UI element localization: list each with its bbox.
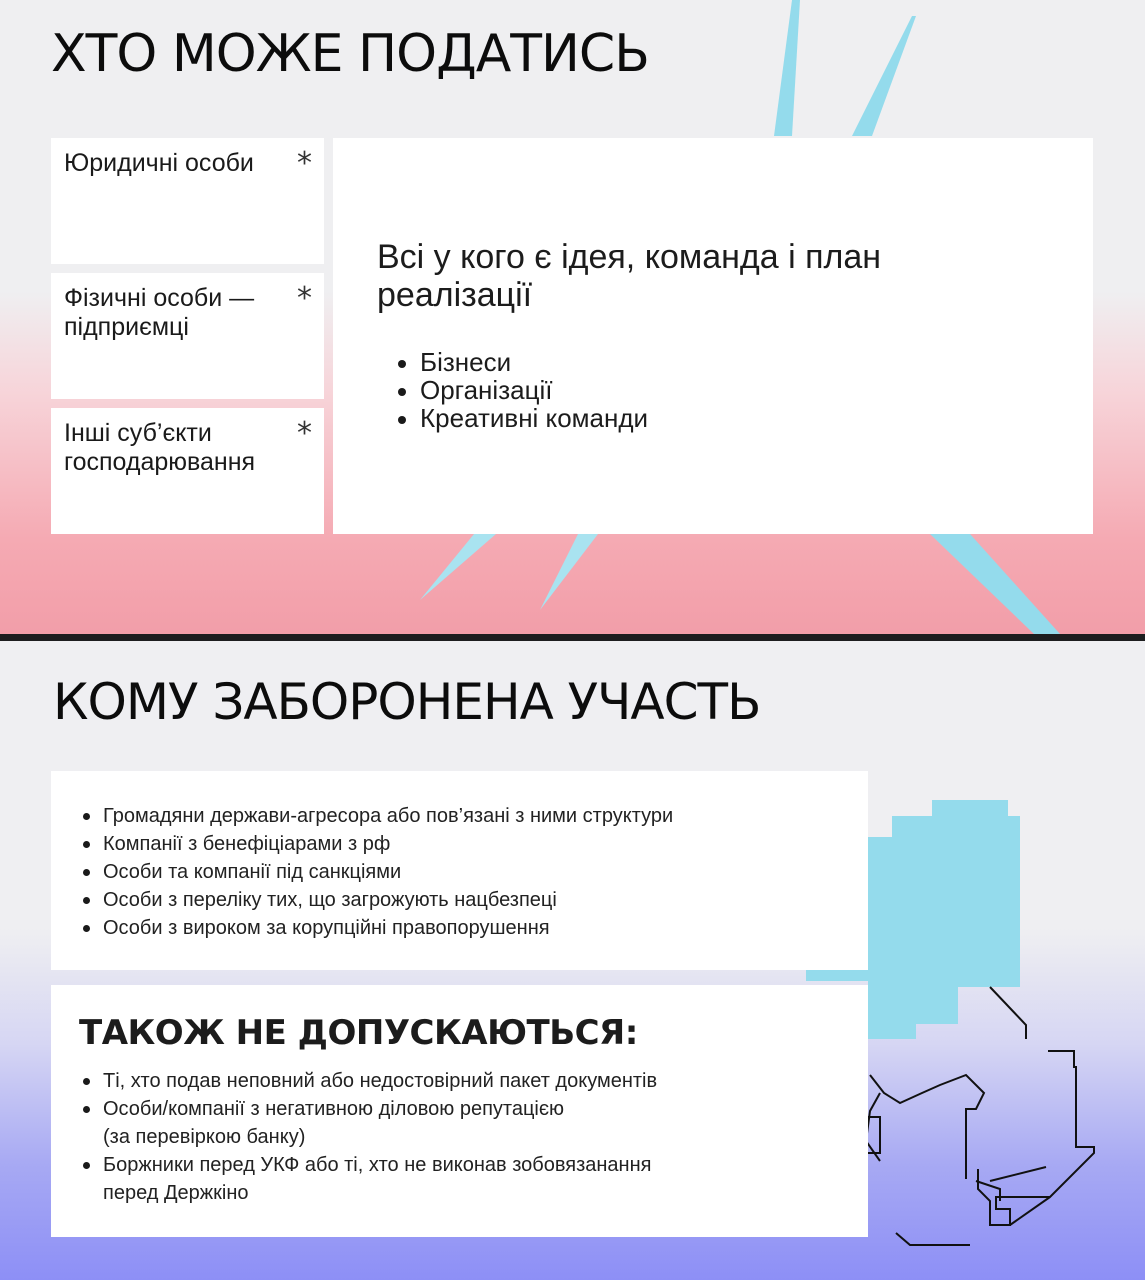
list-item-line: Ті, хто подав неповний або недостовірний пакет документів xyxy=(103,1070,658,1092)
page-title: ХТО МОЖЕ ПОДАТИСЬ xyxy=(51,24,649,84)
page-title: КОМУ ЗАБОРОНЕНА УЧАСТЬ xyxy=(53,673,761,731)
banned-list xyxy=(103,802,848,942)
list-item xyxy=(103,1151,848,1207)
list-item xyxy=(103,1067,848,1095)
list-item: Особи з вироком за корупційні правопорушення xyxy=(103,914,848,942)
card-main-eligibility xyxy=(333,138,1093,534)
slide-who-is-banned xyxy=(0,641,1145,1280)
asterisk-icon: * xyxy=(297,416,312,451)
list-item-line: перед Держкіно xyxy=(103,1182,249,1204)
eligibility-list xyxy=(377,348,1053,432)
card-individual-entrepreneurs xyxy=(51,273,324,399)
card-banned-participants xyxy=(51,771,868,970)
not-admitted-list xyxy=(79,1067,848,1207)
list-item: Креативні команди xyxy=(420,404,1053,432)
list-item: Громадяни держави-агресора або пов’язані з ними структури xyxy=(103,802,848,830)
card-label: Фізичні особи — підприємці xyxy=(64,284,255,341)
asterisk-icon: * xyxy=(297,281,312,316)
list-item xyxy=(103,1095,848,1151)
card-label: Інші суб’єкти господарювання xyxy=(64,419,256,476)
list-item-line: Особи/компанії з негативною діловою репутацією xyxy=(103,1098,565,1120)
list-item: Компанії з бенефіціарами з рф xyxy=(103,830,848,858)
slide-who-can-apply xyxy=(0,0,1145,634)
list-item: Бізнеси xyxy=(420,348,1053,376)
list-item: Особи та компанії під санкціями xyxy=(103,858,848,886)
card-label: Юридичні особи xyxy=(64,149,254,177)
asterisk-icon: * xyxy=(297,146,312,181)
section-heading: ТАКОЖ НЕ ДОПУСКАЮТЬСЯ: xyxy=(79,1013,638,1053)
list-item-line: Боржники перед УКФ або ті, хто не виконав зобовязанання xyxy=(103,1154,652,1176)
list-item: Організації xyxy=(420,376,1053,404)
card-other-business-entities xyxy=(51,408,324,534)
list-item-line: (за перевіркою банку) xyxy=(103,1126,306,1148)
main-heading: Всі у кого є ідея, команда і план реалізації xyxy=(377,238,882,314)
card-legal-entities xyxy=(51,138,324,264)
list-item: Особи з переліку тих, що загрожують нацбезпеці xyxy=(103,886,848,914)
card-also-not-admitted xyxy=(51,985,868,1237)
